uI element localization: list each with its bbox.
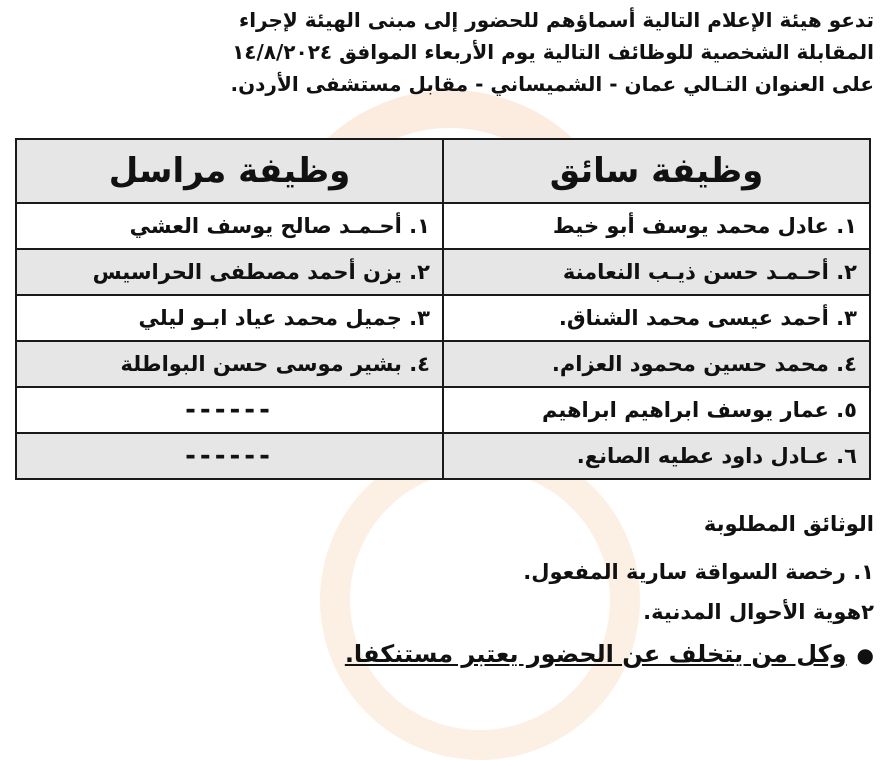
- header-driver: وظيفة سائق: [443, 139, 870, 203]
- correspondent-name: ٢. يزن أحمد مصطفى الحراسيس: [16, 249, 443, 295]
- table-row: [16, 387, 870, 433]
- notice-line: [345, 640, 874, 668]
- intro-line-1: تدعو هيئة الإعلام التالية أسماؤهم للحضور إلى مبنى الهيئة لإجراء: [238, 8, 874, 32]
- intro-paragraph: [12, 4, 874, 100]
- table-row: [16, 203, 870, 249]
- driver-name: ٢. أحـمـد حسن ذيـب النعامنة: [443, 249, 870, 295]
- driver-name: ٦. عـادل داود عطيه الصانع.: [443, 433, 870, 479]
- table-header-row: [16, 139, 870, 203]
- empty-slot: ------: [16, 387, 443, 433]
- driver-name: ١. عادل محمد يوسف أبو خيط: [443, 203, 870, 249]
- table-row: [16, 295, 870, 341]
- jobs-table: [15, 138, 871, 480]
- documents-list: [523, 552, 874, 632]
- driver-name: ٥. عمار يوسف ابراهيم ابراهيم: [443, 387, 870, 433]
- intro-line-3: على العنوان التـالي عمان - الشميساني - مقابل مستشفى الأردن.: [230, 72, 874, 96]
- empty-slot: ------: [16, 433, 443, 479]
- table-row: [16, 433, 870, 479]
- document-item: ٢هوية الأحوال المدنية.: [643, 600, 874, 624]
- driver-name: ٤. محمد حسين محمود العزام.: [443, 341, 870, 387]
- table-row: [16, 249, 870, 295]
- table-row: [16, 341, 870, 387]
- correspondent-name: ٣. جميل محمد عياد ابـو ليلي: [16, 295, 443, 341]
- notice-text: وكل من يتخلف عن الحضور يعتبر مستنكفا.: [344, 640, 847, 668]
- driver-name: ٣. أحمد عيسى محمد الشناق.: [443, 295, 870, 341]
- documents-title: الوثائق المطلوبة: [703, 512, 874, 536]
- header-correspondent: وظيفة مراسل: [16, 139, 443, 203]
- document-item: ١. رخصة السواقة سارية المفعول.: [523, 560, 874, 584]
- intro-line-2: المقابلة الشخصية للوظائف التالية يوم الأربعاء الموافق ١٤/٨/٢٠٢٤: [232, 40, 874, 64]
- correspondent-name: ٤. بشير موسى حسن البواطلة: [16, 341, 443, 387]
- bullet-icon: ●: [856, 643, 874, 667]
- correspondent-name: ١. أحـمـد صالح يوسف العشي: [16, 203, 443, 249]
